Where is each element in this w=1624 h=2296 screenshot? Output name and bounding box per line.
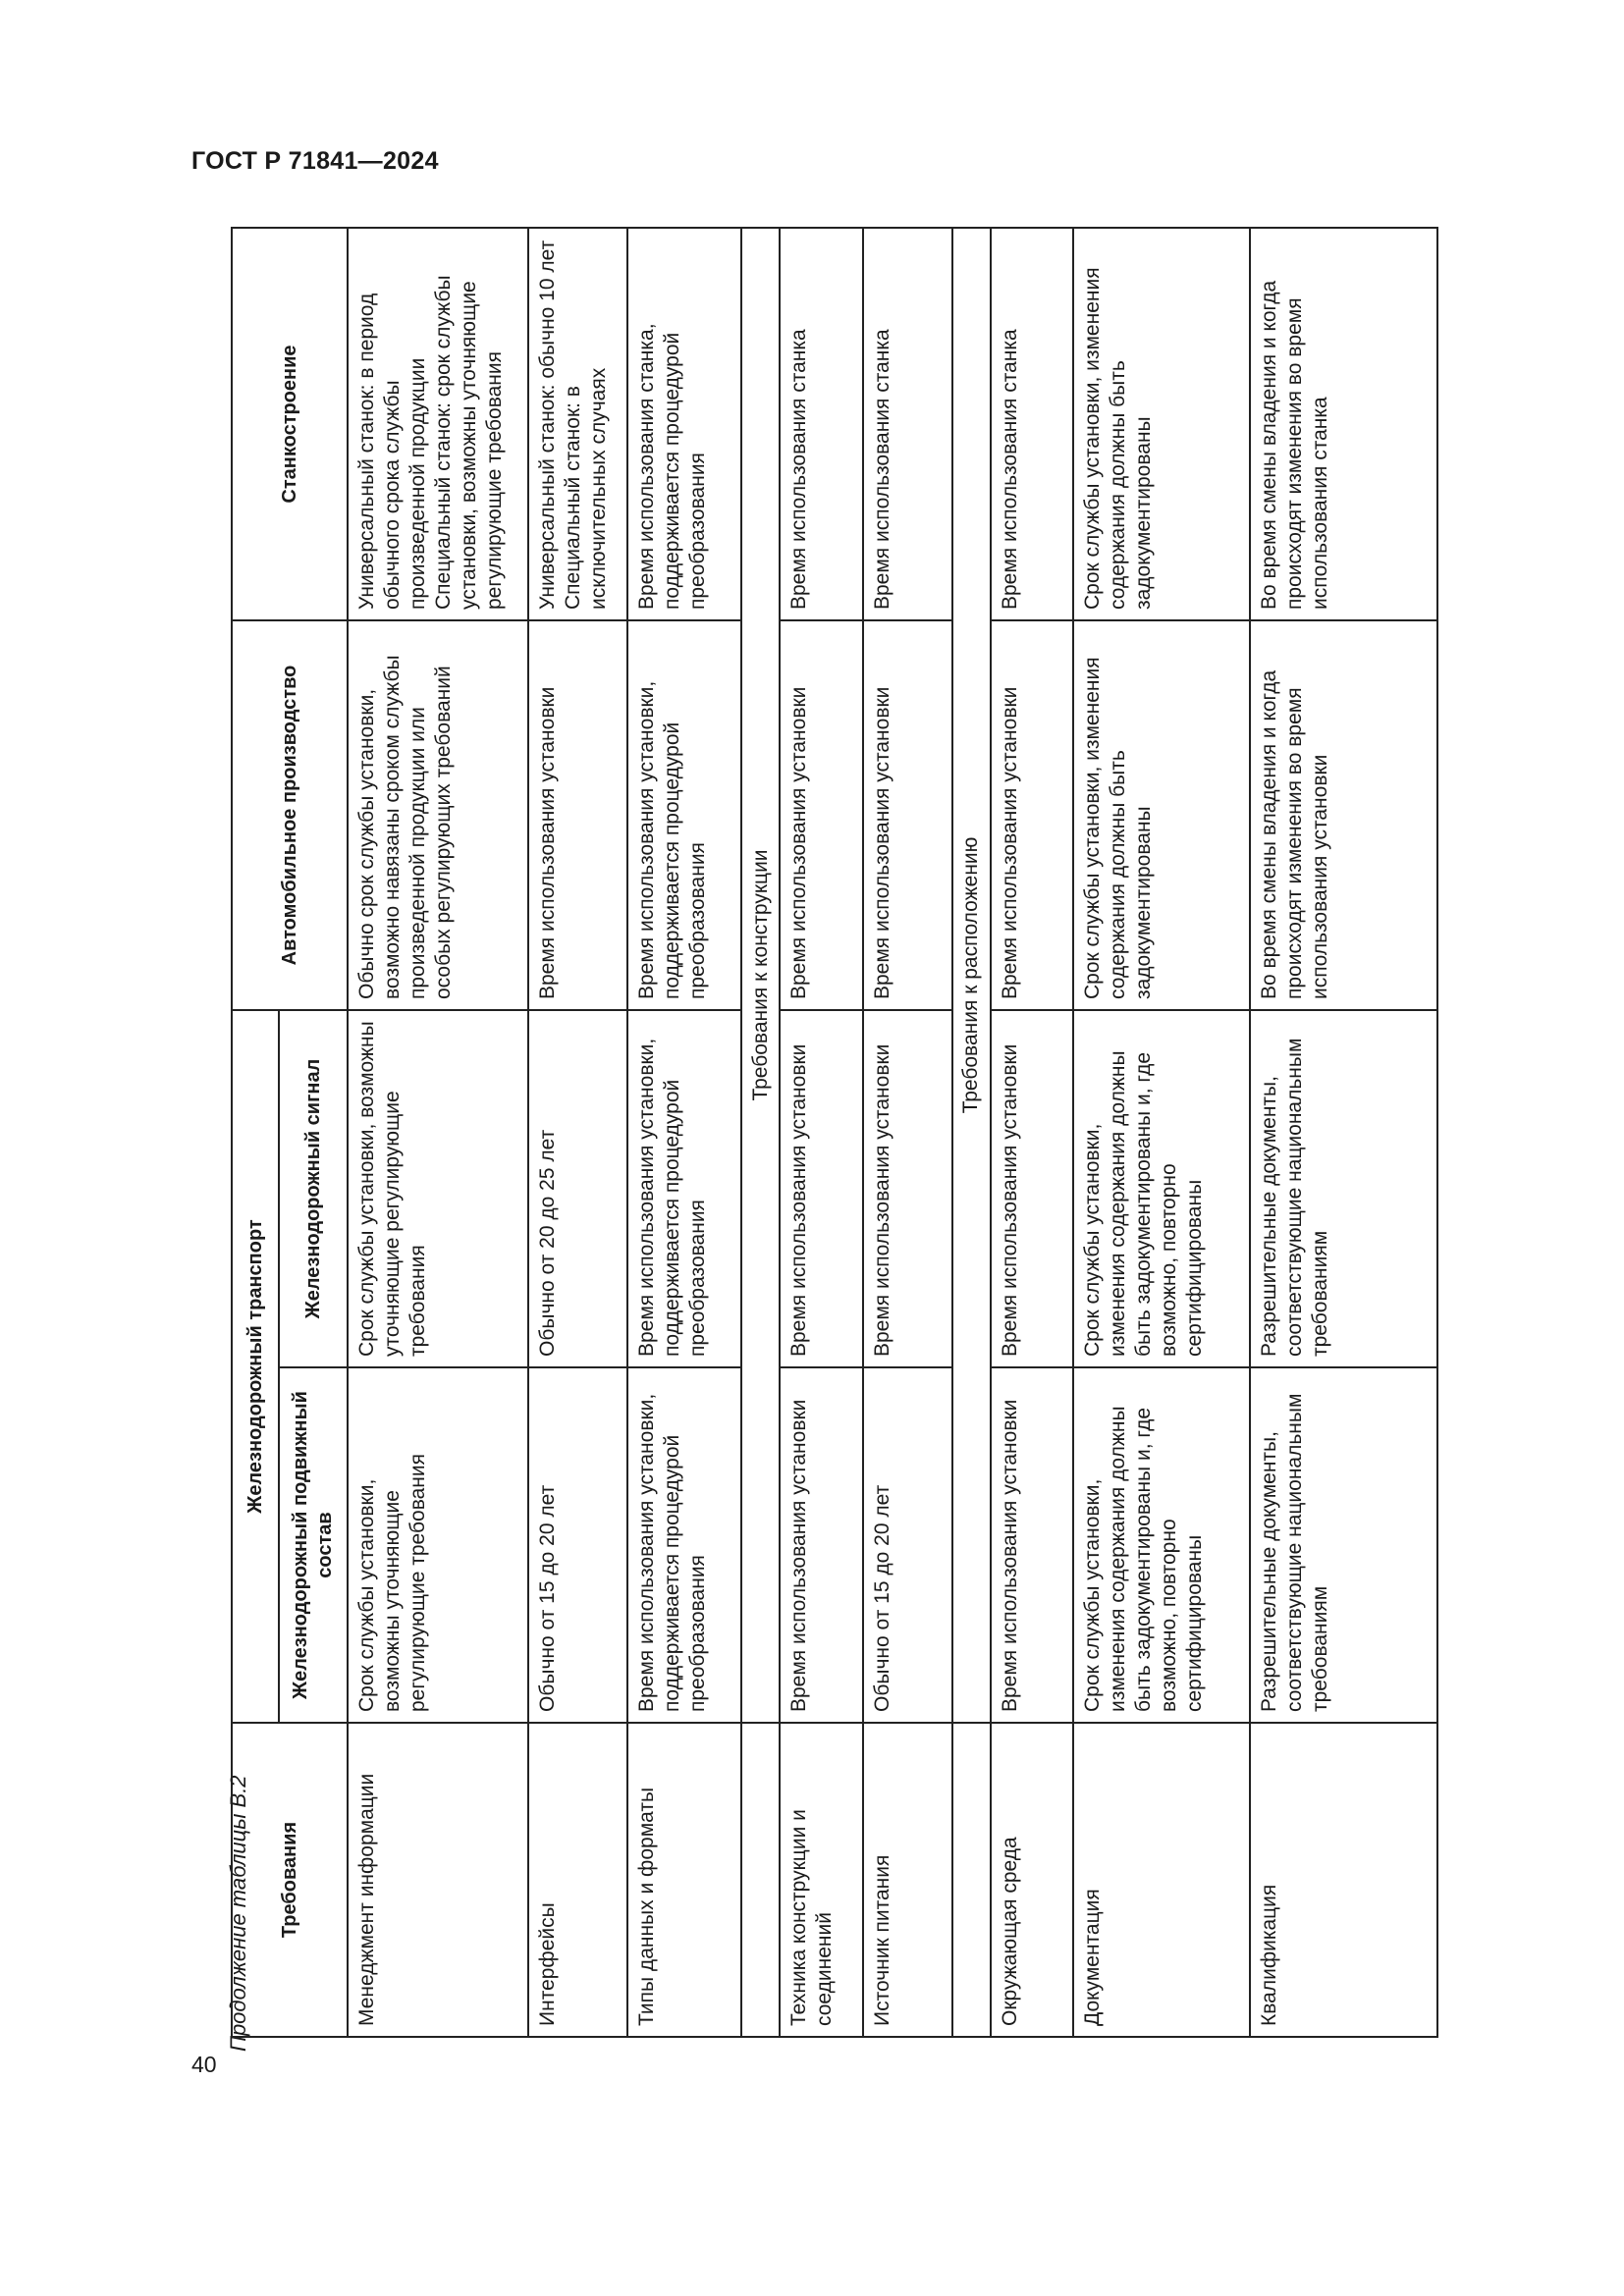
- cell-machine-tool: Универсальный станок: обычно 10 лет Специальный станок: в исключительных случаях: [528, 228, 627, 620]
- cell-rolling-stock: Разрешительные документы, соответствующие национальным требованиям: [1250, 1367, 1438, 1723]
- section-spacer: [741, 1723, 780, 2037]
- header-automotive: Автомобильное производство: [232, 620, 348, 1010]
- cell-automotive: Время использования установки: [528, 620, 627, 1010]
- cell-automotive: Время использования установки: [863, 620, 952, 1010]
- cell-machine-tool: Время использования станка: [991, 228, 1073, 620]
- requirements-table: [231, 227, 1438, 2038]
- cell-machine-tool: Время использования станка, поддерживается процедурой преобразования: [627, 228, 742, 620]
- cell-machine-tool: Срок службы установки, изменения содержания должны быть задокументированы: [1073, 228, 1250, 620]
- cell-requirement: Источник питания: [863, 1723, 952, 2037]
- cell-rolling-stock: Обычно от 15 до 20 лет: [528, 1367, 627, 1723]
- table-row: [780, 228, 862, 2037]
- cell-railway-signal: Срок службы установки, изменения содержания должны быть задокументированы и, где возможно, повторно сертифицированы: [1073, 1010, 1250, 1367]
- cell-automotive: Во время смены владения и когда происходят изменения во время использования установки: [1250, 620, 1438, 1010]
- cell-requirement: Окружающая среда: [991, 1723, 1073, 2037]
- cell-railway-signal: Время использования установки: [863, 1010, 952, 1367]
- table-row: [627, 228, 742, 2037]
- document-header: ГОСТ Р 71841—2024: [191, 147, 439, 175]
- header-railway-transport: Железнодорожный транспорт: [232, 1010, 279, 1723]
- section-row: [952, 228, 991, 2037]
- cell-machine-tool: Универсальный станок: в период обычного срока службы произведенной продукции Специальный станок: срок службы установки, возможны уточняющие регулирующие требования: [348, 228, 528, 620]
- page-number: 40: [191, 2052, 217, 2077]
- cell-machine-tool: Во время смены владения и когда происходят изменения во время использования станка: [1250, 228, 1438, 620]
- cell-railway-signal: Время использования установки: [780, 1010, 862, 1367]
- cell-automotive: Время использования установки, поддерживается процедурой преобразования: [627, 620, 742, 1010]
- cell-rolling-stock: Время использования установки, поддерживается процедурой преобразования: [627, 1367, 742, 1723]
- header-railway-signal: Железнодорожный сигнал: [279, 1010, 348, 1367]
- cell-requirement: Техника конструкции и соединений: [780, 1723, 862, 2037]
- section-spacer: [952, 1723, 991, 2037]
- cell-requirement: Интерфейсы: [528, 1723, 627, 2037]
- cell-machine-tool: Время использования станка: [863, 228, 952, 620]
- cell-rolling-stock: Обычно от 15 до 20 лет: [863, 1367, 952, 1723]
- header-rolling-stock: Железнодорожный подвижный состав: [279, 1367, 348, 1723]
- header-requirements: Требования: [232, 1723, 348, 2037]
- cell-requirement: Типы данных и форматы: [627, 1723, 742, 2037]
- table-row: [1073, 228, 1250, 2037]
- cell-requirement: Квалификация: [1250, 1723, 1438, 2037]
- table-row: [528, 228, 627, 2037]
- cell-requirement: Менеджмент информации: [348, 1723, 528, 2037]
- cell-automotive: Время использования установки: [780, 620, 862, 1010]
- table-row: [348, 228, 528, 2037]
- header-machine-tool: Станкостроение: [232, 228, 348, 620]
- table-row: [1250, 228, 1438, 2037]
- table-row: [863, 228, 952, 2037]
- section-construction: Требования к конструкции: [741, 228, 780, 1723]
- cell-machine-tool: Время использования станка: [780, 228, 862, 620]
- cell-requirement: Документация: [1073, 1723, 1250, 2037]
- section-row: [741, 228, 780, 2037]
- cell-railway-signal: Время использования установки: [991, 1010, 1073, 1367]
- cell-rolling-stock: Время использования установки: [991, 1367, 1073, 1723]
- cell-automotive: Время использования установки: [991, 620, 1073, 1010]
- table-caption: Продолжение таблицы В.2: [226, 1775, 250, 2052]
- cell-rolling-stock: Срок службы установки, изменения содержания должны быть задокументированы и, где возможно, повторно сертифицированы: [1073, 1367, 1250, 1723]
- rotated-table-container: [231, 229, 1438, 2038]
- section-location: Требования к расположению: [952, 228, 991, 1723]
- table-row: [991, 228, 1073, 2037]
- cell-railway-signal: Разрешительные документы, соответствующие национальным требованиям: [1250, 1010, 1438, 1367]
- cell-automotive: Срок службы установки, изменения содержания должны быть задокументированы: [1073, 620, 1250, 1010]
- cell-automotive: Обычно срок службы установки, возможно навязаны сроком службы произведенной продукции или особых регулирующих требований: [348, 620, 528, 1010]
- cell-rolling-stock: Время использования установки: [780, 1367, 862, 1723]
- cell-railway-signal: Срок службы установки, возможны уточняющие регулирующие требования: [348, 1010, 528, 1367]
- cell-railway-signal: Время использования установки, поддерживается процедурой преобразования: [627, 1010, 742, 1367]
- cell-rolling-stock: Срок службы установки, возможны уточняющие регулирующие требования: [348, 1367, 528, 1723]
- cell-railway-signal: Обычно от 20 до 25 лет: [528, 1010, 627, 1367]
